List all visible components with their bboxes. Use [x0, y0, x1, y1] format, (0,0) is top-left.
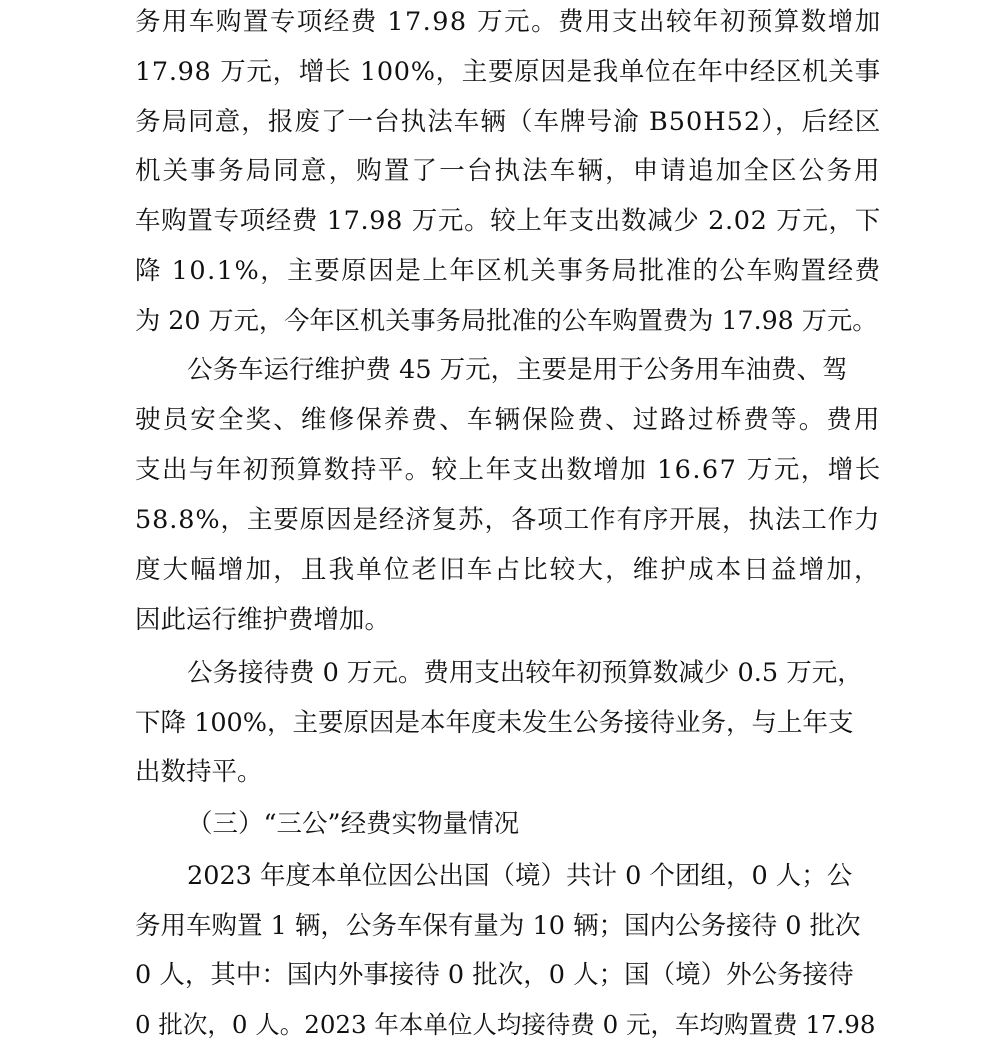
paragraph-line: 出数持平。: [135, 757, 263, 787]
paragraph-line: 机关事务局同意，购置了一台执法车辆，申请追加全区公务用: [135, 156, 882, 186]
paragraph-line: 为 20 万元，今年区机关事务局批准的公车购置费为 17.98 万元。: [135, 306, 878, 335]
paragraph-line: 支出与年初预算数持平。较上年支出数增加 16.67 万元，增长: [135, 455, 882, 485]
paragraph-line: 公务接待费 0 万元。费用支出较年初预算数减少 0.5 万元，: [187, 658, 863, 688]
paragraph-line: 公务车运行维护费 45 万元，主要是用于公务用车油费、驾: [187, 355, 848, 385]
paragraph-line: 0 人，其中：国内外事接待 0 批次，0 人；国（境）外公务接待: [135, 960, 854, 990]
paragraph-line: 务用车购置专项经费 17.98 万元。费用支出较年初预算数增加: [135, 7, 882, 37]
paragraph-line: 务局同意，报废了一台执法车辆（车牌号渝 B50H52），后经区: [135, 107, 882, 137]
paragraph-line: 度大幅增加，且我单位老旧车占比较大，维护成本日益增加，: [135, 555, 882, 585]
paragraph-line: 0 批次，0 人。2023 年本单位人均接待费 0 元，车均购置费 17.98: [135, 1010, 876, 1039]
paragraph-line: 17.98 万元，增长 100%，主要原因是我单位在年中经区机关事: [135, 57, 881, 87]
paragraph-line: 因此运行维护费增加。: [135, 605, 391, 635]
paragraph-line: 降 10.1%，主要原因是上年区机关事务局批准的公车购置经费: [135, 256, 882, 286]
section-heading: （三）“三公”经费实物量情况: [187, 809, 520, 839]
paragraph-line: 务用车购置 1 辆，公务车保有量为 10 辆；国内公务接待 0 批次: [135, 911, 861, 941]
paragraph-line: 下降 100%，主要原因是本年度未发生公务接待业务，与上年支: [135, 708, 854, 738]
paragraph-line: 58.8%，主要原因是经济复苏，各项工作有序开展，执法工作力: [135, 505, 881, 535]
paragraph-line: 2023 年度本单位因公出国（境）共计 0 个团组，0 人；公: [187, 861, 853, 891]
paragraph-line: 驶员安全奖、维修保养费、车辆保险费、过路过桥费等。费用: [135, 405, 882, 435]
paragraph-line: 车购置专项经费 17.98 万元。较上年支出数减少 2.02 万元，下: [135, 206, 881, 236]
